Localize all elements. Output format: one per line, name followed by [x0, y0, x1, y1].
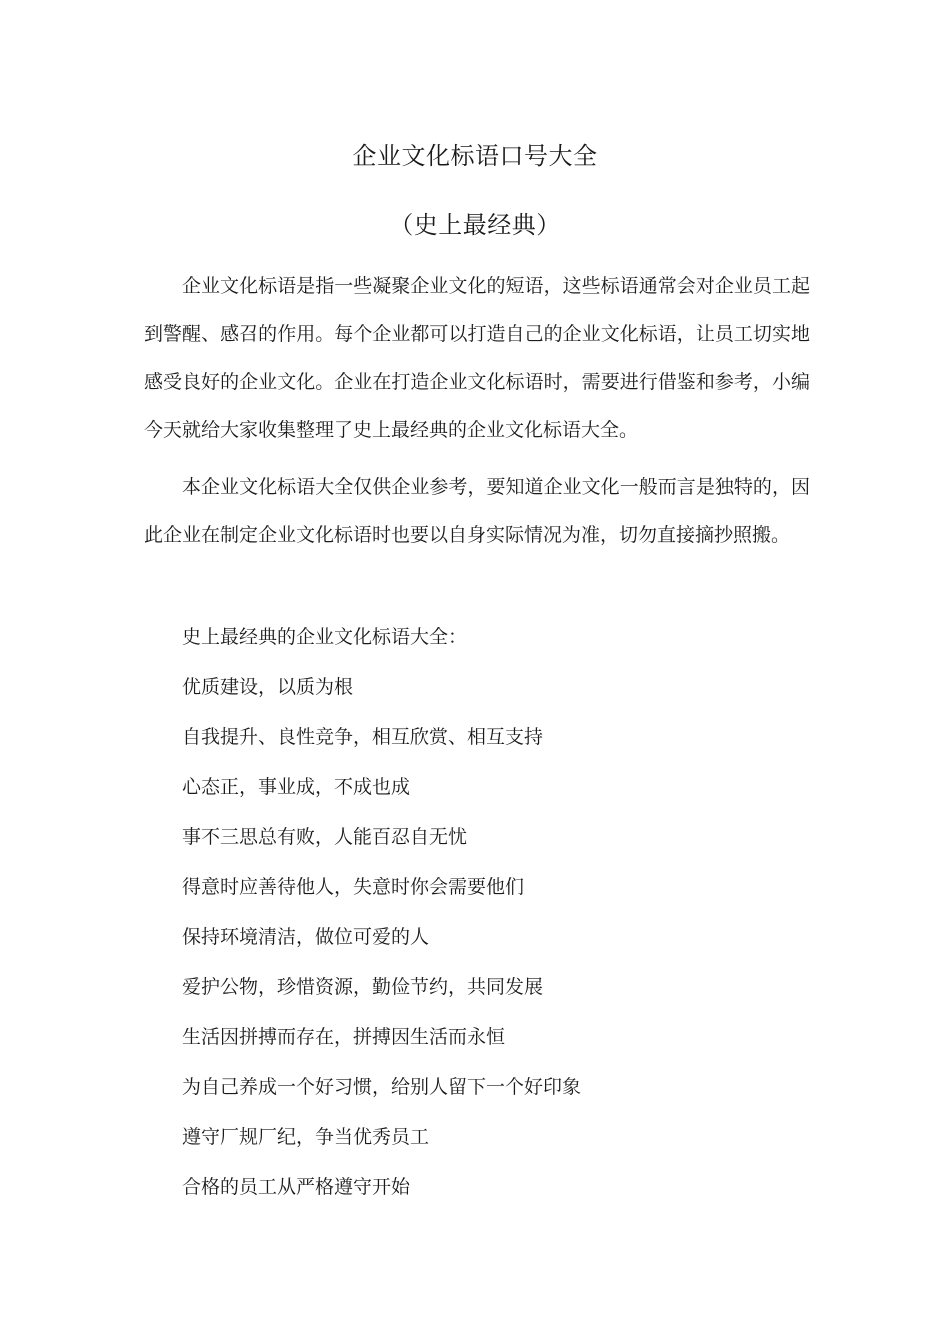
document-subtitle: （史上最经典）	[389, 211, 561, 239]
slogan-item: 合格的员工从严格遵守开始	[182, 1176, 411, 1198]
slogan-item: 遵守厂规厂纪，争当优秀员工	[182, 1126, 430, 1148]
slogan-item: 心态正，事业成，不成也成	[182, 776, 411, 798]
slogan-item: 优质建设，以质为根	[182, 676, 354, 698]
slogan-item: 爱护公物，珍惜资源，勤俭节约，共同发展	[182, 976, 544, 998]
intro-paragraph: 企业文化标语是指一些凝聚企业文化的短语，这些标语通常会对企业员工起到警醒、感召的作用。每个企业都可以打造自己的企业文化标语，让员工切实地感受良好的企业文化。企业在打造企业文化标语时，需要进行借鉴和参考，小编今天就给大家收集整理了史上最经典的企业文化标语大全。	[144, 275, 810, 441]
slogan-list-heading: 史上最经典的企业文化标语大全：	[182, 626, 468, 648]
slogan-list	[182, 612, 581, 1212]
document-title: 企业文化标语口号大全	[352, 142, 598, 170]
slogan-item: 得意时应善待他人，失意时你会需要他们	[182, 876, 525, 898]
slogan-item: 为自己养成一个好习惯，给别人留下一个好印象	[182, 1076, 582, 1098]
slogan-item: 事不三思总有败，人能百忍自无忧	[182, 826, 468, 848]
slogan-item: 生活因拼搏而存在，拼搏因生活而永恒	[182, 1026, 506, 1048]
slogan-item: 自我提升、良性竞争，相互欣赏、相互支持	[182, 726, 544, 748]
slogan-item: 保持环境清洁，做位可爱的人	[182, 926, 430, 948]
notice-paragraph: 本企业文化标语大全仅供企业参考，要知道企业文化一般而言是独特的，因此企业在制定企业文化标语时也要以自身实际情况为准，切勿直接摘抄照搬。	[144, 476, 810, 546]
